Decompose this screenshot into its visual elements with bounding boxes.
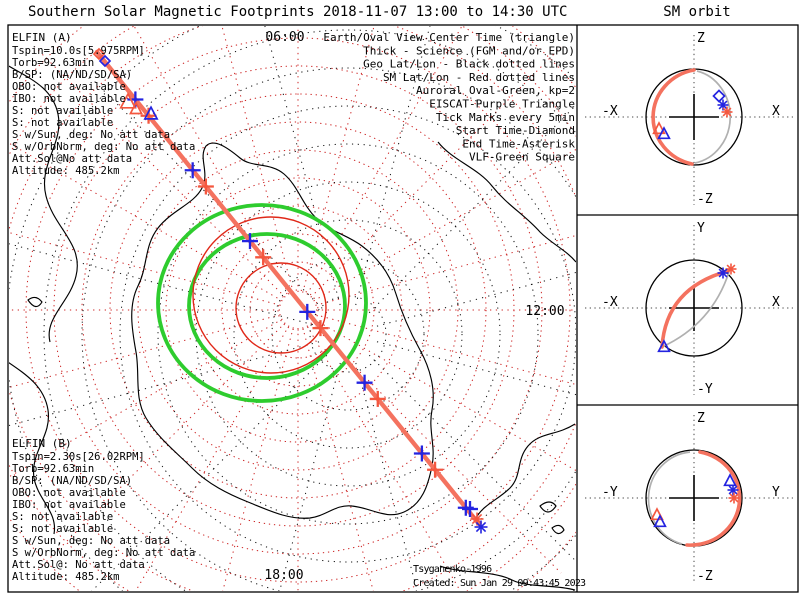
elfin-a-line: S w/OrbNorm, deg: No att data — [12, 141, 196, 153]
axis-label: Y — [697, 221, 705, 236]
axis-label: X — [772, 295, 780, 310]
clock-label-0600: 06:00 — [265, 30, 305, 45]
geo-grid-spoke — [0, 342, 319, 431]
legend-item: Earth/Oval View Center Time (triangle) — [323, 31, 575, 44]
main-title: Southern Solar Magnetic Footprints 2018-11-07 13:00 to 14:30 UTC — [28, 4, 568, 20]
coastline — [476, 424, 575, 518]
elfin-a-line: B/SP: (NA/ND/SD/SA) — [12, 69, 133, 81]
elfin-a-line: Att.Sol@No att data — [12, 153, 133, 165]
coastline — [132, 143, 434, 518]
legend-item: EISCAT-Purple Triangle — [429, 97, 575, 111]
elfin-b-name: ELFIN (B) — [12, 437, 72, 450]
elfin-a-line: Torb=92.63min — [12, 57, 95, 69]
axis-label: -Y — [602, 485, 618, 500]
auroral-oval — [189, 234, 345, 378]
coastline — [540, 502, 556, 512]
elfin-a-line: S: not available — [12, 117, 114, 129]
elfin-a-name: ELFIN (A) — [12, 31, 72, 44]
legend-item: Thick - Science (FGM and/or EPD) — [363, 44, 575, 58]
coastline — [28, 297, 42, 306]
elfin-b-line: IBO: not available — [12, 499, 126, 511]
elfin-a-line: S w/Sun, deg: No att data — [12, 129, 171, 141]
coastline — [552, 525, 564, 533]
elfin-b-line: Altitude: 485.2km — [12, 571, 120, 583]
elfin-b-line: Torb=92.63min — [12, 463, 95, 475]
elfin-a-line: Tspin=10.0s[5.975RPM] — [12, 45, 145, 57]
sm-grid-spoke — [315, 315, 657, 407]
axis-label: X — [772, 104, 780, 119]
elfin-b-line: Att.Sol@: No att data — [12, 559, 145, 571]
geo-grid-circle — [120, 106, 576, 562]
legend-item: Auroral Oval-Green, kp=2 — [416, 84, 575, 98]
elfin-b-line: S w/OrbNorm, deg: No att data — [12, 547, 196, 559]
footer-model: Tsyganenko-1996 — [413, 564, 492, 575]
sm-grid-circle — [82, 94, 514, 526]
sm-grid-spoke — [314, 319, 621, 496]
footer-created: Created: Sun Jan 29 09:43:45 2023 — [413, 578, 586, 589]
axis-label: -Z — [697, 569, 713, 584]
elfin-b-line: OBO: not available — [12, 487, 126, 499]
elfin-b-line: S: not available — [12, 523, 114, 535]
geo-grid-spoke — [377, 342, 706, 429]
geo-grid-circle — [234, 220, 462, 448]
sm-orbit-title: SM orbit — [663, 4, 731, 20]
sm-grid-spoke — [307, 326, 484, 600]
axis-label: -X — [602, 295, 618, 310]
legend-item: VLF-Green Square — [469, 150, 575, 164]
axis-label: -X — [602, 104, 618, 119]
sm-grid-spoke — [202, 327, 294, 600]
clock-label-1800: 18:00 — [264, 568, 304, 583]
elfin-b-line: B/SP: (NA/ND/SD/SA) — [12, 475, 133, 487]
orbit-arc-science — [662, 271, 728, 347]
axis-label: Z — [697, 31, 705, 46]
axis-label: Z — [697, 411, 705, 426]
axis-label: -Z — [697, 192, 713, 207]
elfin-a-line: S: not available — [12, 105, 114, 117]
axis-label: Y — [772, 485, 780, 500]
view-center-triangle-marker — [655, 516, 666, 526]
legend-item: Start Time-Diamond — [455, 124, 575, 138]
clock-label-1200: 12:00 — [525, 304, 565, 319]
elfin-b-line: S w/Sun, deg: No att data — [12, 535, 171, 547]
elfin-a-line: OBO: not available — [12, 81, 126, 93]
axis-label: -Y — [697, 382, 713, 397]
elfin-b-line: S: not available — [12, 511, 114, 523]
legend-item: SM Lat/Lon - Red dotted lines — [382, 70, 575, 84]
elfin-b-line: Tspin=2.30s[26.02RPM] — [12, 451, 145, 463]
legend-item: End Time-Asterisk — [462, 137, 575, 151]
elfin-a-line: Altitude: 485.2km — [12, 165, 120, 177]
elfin-a-line: IBO: not available — [12, 93, 126, 105]
geo-grid-spoke — [253, 363, 340, 600]
legend-item: Geo Lat/Lon - Black dotted lines — [363, 57, 575, 71]
legend-item: Tick Marks every 5min — [435, 110, 575, 124]
sm-grid-spoke — [303, 327, 395, 600]
